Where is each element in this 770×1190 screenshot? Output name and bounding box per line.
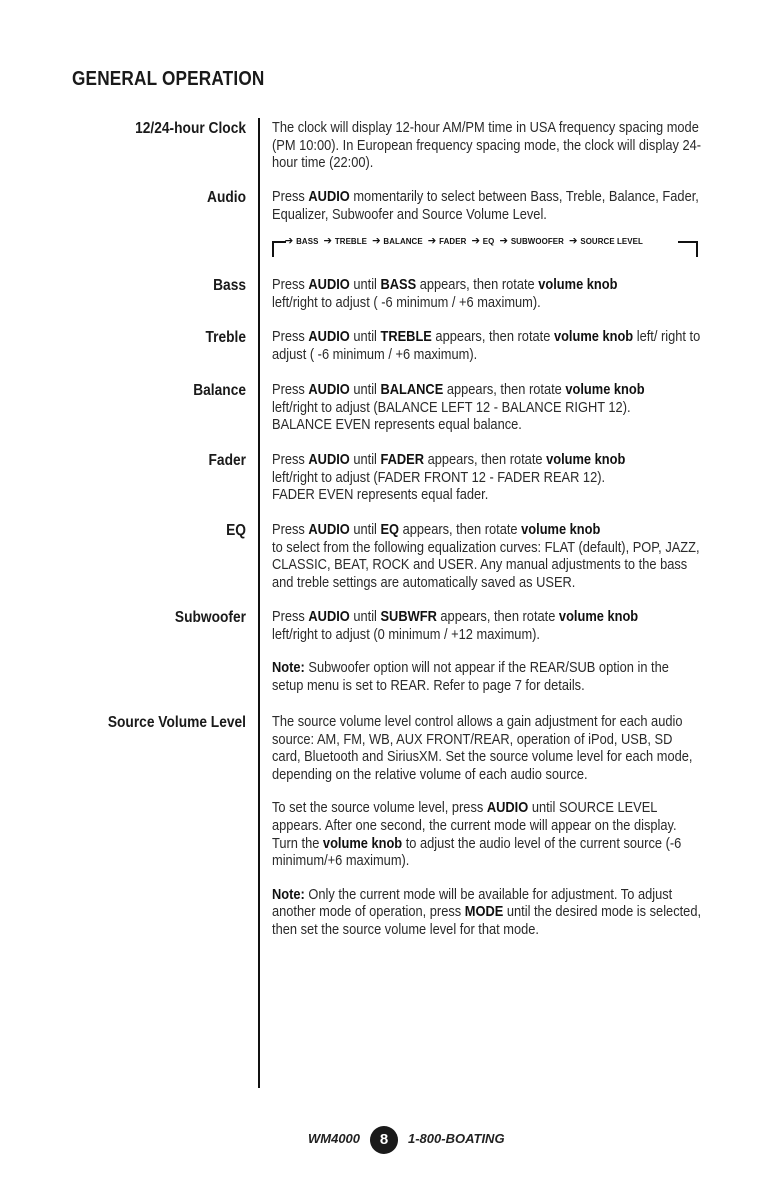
paragraph: Note: Only the current mode will be available for adjustment. To adjust another mode of operation, press MODE until the desired mode is selected, then set the source volume level for that mode. <box>272 886 702 938</box>
section-label-fader: Fader <box>208 452 246 469</box>
flow-item: EQ <box>482 236 495 246</box>
flow-item: FADER <box>439 236 467 246</box>
page-title: GENERAL OPERATION <box>72 68 265 90</box>
footer-phone: 1-800-BOATING <box>408 1131 505 1146</box>
paragraph: Press AUDIO until BASS appears, then rotate volume knob left/right to adjust ( -6 minimum / +6 maximum). <box>272 277 618 311</box>
section-body-bass <box>272 277 703 312</box>
paragraph: Press AUDIO until FADER appears, then rotate volume knob left/right to adjust (FADER FRONT 12 - FADER REAR 12). FADER EVEN represents equal fader. <box>272 452 626 504</box>
arrow-right-icon: ➔ <box>284 235 294 247</box>
arrow-right-icon: ➔ <box>499 235 509 247</box>
flow-item: SOURCE LEVEL <box>580 236 643 246</box>
section-body-subwoofer <box>272 609 703 695</box>
paragraph: Press AUDIO until SUBWFR appears, then rotate volume knob left/right to adjust (0 minimum / +12 maximum). <box>272 609 639 643</box>
section-body-clock <box>272 120 703 173</box>
arrow-right-icon: ➔ <box>427 235 437 247</box>
section-body-audio <box>272 189 703 224</box>
arrow-right-icon: ➔ <box>323 235 333 247</box>
section-label-audio: Audio <box>207 189 246 206</box>
page-footer <box>0 1126 770 1154</box>
paragraph: To set the source volume level, press AUDIO until SOURCE LEVEL appears. After one second, the current mode will appear on the display. Turn the volume knob to adjust the audio level of the current source (-6 minimum/+6 maximum). <box>272 800 682 870</box>
paragraph: Press AUDIO until EQ appears, then rotate volume knob to select from the following equalization curves: FLAT (default), POP, JAZZ, CLASSIC, BEAT, ROCK and USER. Any manual adjustments to the bass and treble settings are automatically saved as USER. <box>272 522 700 591</box>
arrow-right-icon: ➔ <box>568 235 578 247</box>
section-label-balance: Balance <box>193 382 246 399</box>
paragraph: Press AUDIO until BALANCE appears, then rotate volume knob left/right to adjust (BALANCE LEFT 12 - BALANCE RIGHT 12). BALANCE EVEN represents equal balance. <box>272 382 645 434</box>
paragraph: Press AUDIO until TREBLE appears, then rotate volume knob left/ right to adjust ( -6 minimum / +6 maximum). <box>272 329 701 363</box>
paragraph: The source volume level control allows a gain adjustment for each audio source: AM, FM, WB, AUX FRONT/REAR, operation of iPod, USB, SD card, Bluetooth and SiriusXM. Set the source volume level for each mode, depending on the relative volume of each audio source. <box>272 714 693 783</box>
footer-model: WM4000 <box>308 1131 361 1146</box>
flow-item: SUBWOOFER <box>510 236 564 246</box>
audio-flow-diagram <box>272 233 698 257</box>
arrow-right-icon: ➔ <box>471 235 481 247</box>
paragraph: The clock will display 12-hour AM/PM time in USA frequency spacing mode (PM 10:00). In European frequency spacing mode, the clock will display 24-hour time (22:00). <box>272 120 702 172</box>
flow-item: BALANCE <box>383 236 423 246</box>
flow-items <box>282 234 643 247</box>
page-number-badge: 8 <box>370 1126 398 1154</box>
section-label-bass: Bass <box>213 277 246 294</box>
section-label-clock: 12/24-hour Clock <box>135 120 246 137</box>
flow-item: TREBLE <box>334 236 368 246</box>
paragraph: Press AUDIO momentarily to select between Bass, Treble, Balance, Fader, Equalizer, Subwoofer and Source Volume Level. <box>272 189 699 223</box>
section-body-eq <box>272 522 703 592</box>
section-body-balance <box>272 382 703 435</box>
paragraph: Note: Subwoofer option will not appear if the REAR/SUB option in the setup menu is set to REAR. Refer to page 7 for details. <box>272 660 669 694</box>
vertical-divider <box>258 118 260 1088</box>
section-label-eq: EQ <box>226 522 246 539</box>
section-label-source-volume-level: Source Volume Level <box>107 714 246 731</box>
section-body-fader <box>272 452 703 505</box>
arrow-right-icon: ➔ <box>372 235 381 247</box>
section-label-subwoofer: Subwoofer <box>174 609 246 626</box>
flow-loop-right <box>678 241 698 257</box>
section-label-treble: Treble <box>205 329 246 346</box>
section-body-source-volume-level <box>272 714 703 940</box>
section-body-treble <box>272 329 703 364</box>
flow-item: BASS <box>296 236 319 246</box>
